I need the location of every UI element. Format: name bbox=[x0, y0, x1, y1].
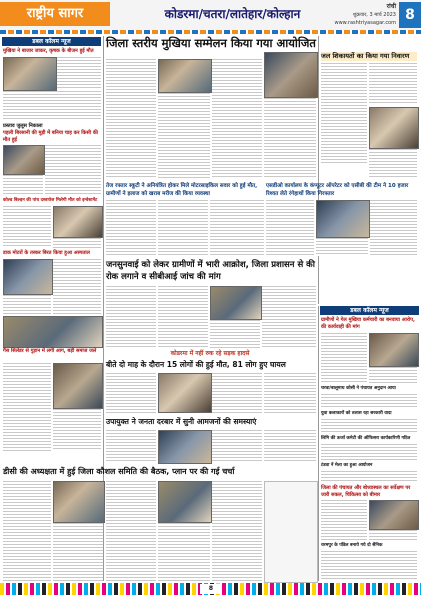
dc-photo-1 bbox=[53, 481, 105, 523]
right-story-6-photo bbox=[369, 500, 419, 530]
left-story-2-headline: प्रस्ताव जुलूस निकाला bbox=[3, 123, 43, 129]
main-photo-1 bbox=[158, 59, 212, 93]
dc-text-3 bbox=[106, 481, 156, 581]
jan-text-4 bbox=[210, 320, 260, 348]
left-story-5-photo bbox=[3, 316, 103, 348]
upayukt-text-2 bbox=[212, 430, 262, 462]
road-text-3 bbox=[264, 373, 316, 413]
main-text-col-4 bbox=[264, 98, 316, 179]
right-story-1-body bbox=[369, 367, 417, 383]
left-story-4-headline: डाक मोटरों के तस्कर बिरत किया हुआ अस्पताल bbox=[3, 250, 90, 256]
left-story-4-text bbox=[53, 259, 101, 314]
right-story-1-headline: ग्रामीणों ने गेल मुखिया कर्मचारी का बनवाया आरोप, की कार्यवाही की मांग bbox=[321, 317, 415, 330]
newspaper-logo: राष्ट्रीय सागर bbox=[0, 2, 110, 26]
region-title: कोडरमा/चतरा/लातेहार/कोल्हान bbox=[164, 7, 301, 21]
ph-text-col-3 bbox=[369, 149, 417, 179]
left-story-5-photo-2 bbox=[53, 363, 103, 409]
ph-text-col-2 bbox=[369, 63, 417, 105]
left-story-1-headline: मुखिया ने बाजार जाकर, कृषक के बीजन हुई मौत bbox=[3, 48, 94, 54]
column-divider bbox=[318, 306, 319, 581]
left-story-2-text bbox=[45, 145, 101, 195]
ph-photo bbox=[369, 107, 419, 149]
mid-left-text-2 bbox=[158, 200, 208, 256]
main-text-col-1 bbox=[106, 59, 156, 179]
left-story-3-body bbox=[53, 238, 101, 248]
road-subhead: कोडरमा में नहीं रुक रहे सड़क हादसे bbox=[170, 350, 250, 357]
right-story-4-headline: लिमि की ऊर्जा कमेटी की ऑफिसरा कार्यकारिणी गठित bbox=[321, 436, 411, 441]
left-story-2-body bbox=[3, 175, 43, 195]
right-story-1-photo bbox=[369, 333, 419, 367]
dc-text-1 bbox=[3, 481, 51, 581]
jan-headline: जनसुनवाई को लेकर ग्रामीणों में भारी आक्रोश, जिला प्रशासन से की रोक लगाने व सीबीआई जांच की मांग bbox=[106, 260, 315, 282]
left-story-4-body bbox=[3, 295, 51, 314]
right-story-2-headline: चरवा/बालूमाथ कोसी ने पंचायत अनुदान आया bbox=[321, 386, 396, 391]
right-story-2-text bbox=[321, 394, 417, 408]
mid-left-text-3 bbox=[210, 200, 264, 256]
left-story-1-text bbox=[57, 57, 101, 89]
mid-right-text-1 bbox=[266, 200, 314, 256]
mid-left-text-1 bbox=[106, 200, 156, 256]
dateline bbox=[330, 3, 396, 27]
masthead-rule bbox=[0, 30, 421, 34]
left-story-3-headline: कोल्ड बिल्ड़न की पांच दस्तावेज मिलेगी मौत को इन्वेस्टमेंट bbox=[3, 198, 98, 203]
main-headline: जिला स्तरीय मुखिया सम्मेलन किया गया आयोजित bbox=[106, 36, 316, 50]
right-story-1-text bbox=[321, 333, 367, 383]
city-label: रांची bbox=[386, 3, 396, 10]
right-story-7-headline: धरमपुर के पंडिल बनाये गये दो सैनिक bbox=[321, 543, 383, 548]
ph-text-col-1 bbox=[321, 63, 367, 163]
dc-headline: डीसी की अध्यक्षता में हुई जिला कौशल समिति की बैठक, प्लान पर की गई चर्चा bbox=[3, 467, 235, 476]
dc-text-4 bbox=[158, 523, 210, 581]
mid-left-headline: तेज रफ्तार स्कूटी ने अनियंत्रित होकर मिले मोटरसाइकिल सवार को हुई मौत, ग्रामीणों ने इलाज को खराब मरीज की किया व्यवस्था bbox=[106, 183, 258, 197]
right-story-7-text bbox=[321, 551, 417, 581]
road-photo bbox=[158, 373, 212, 413]
jan-text-1 bbox=[106, 286, 156, 348]
upayukt-headline: उपायुक्त ने जनता दरबार में सुनी आमजनों की समस्याएं bbox=[106, 417, 257, 426]
left-story-5-headline: गैस सिलेंडर से गुड़ान में लगी आग, बड़ी समाज जले bbox=[3, 348, 97, 354]
page-number-badge: 8 bbox=[399, 2, 421, 28]
road-text-1 bbox=[106, 373, 156, 413]
left-story-1-body bbox=[3, 91, 101, 121]
column-divider bbox=[318, 36, 319, 304]
right-story-3-headline: युवा कलाकारों को तलाश रहा सरकारी वादा bbox=[321, 411, 392, 416]
right-story-5-text bbox=[321, 471, 417, 483]
footer-page-number: 8 bbox=[200, 584, 222, 594]
main-text-col-2 bbox=[158, 93, 210, 179]
left-story-2-subhead: पहली बिरसानी की मुड़ी में बनिया चाह कर किसी की मौत हुई bbox=[3, 130, 98, 143]
upayukt-photo bbox=[158, 430, 212, 464]
jan-text-3 bbox=[262, 286, 316, 348]
road-headline: बीते दो माह के दौरान 15 लोगों की हुई मौत, 81 लोग हुए घायल bbox=[106, 360, 286, 369]
mid-right-text-3 bbox=[316, 238, 368, 256]
web-address: www.rashtriyasagar.com bbox=[334, 20, 396, 26]
upayukt-text-3 bbox=[264, 430, 316, 462]
right-story-5-headline: टंडवा नें मेला का हुआ आयोजन bbox=[321, 463, 373, 468]
right-story-6-text bbox=[321, 500, 367, 540]
left-story-3-photo bbox=[53, 206, 103, 238]
section-band-left: डबल कॉलम न्यूज bbox=[2, 37, 101, 46]
mid-right-photo bbox=[316, 200, 370, 238]
right-story-6-body bbox=[369, 530, 417, 540]
main-text-col-3 bbox=[212, 59, 262, 179]
dc-photo-2 bbox=[158, 481, 212, 523]
jan-text-2 bbox=[158, 286, 208, 348]
left-story-1-photo bbox=[3, 57, 57, 91]
left-story-5-text bbox=[3, 363, 51, 451]
right-story-4-text bbox=[321, 444, 417, 460]
jan-photo bbox=[210, 286, 262, 320]
left-story-5-body bbox=[53, 409, 101, 451]
right-story-3-text bbox=[321, 419, 417, 433]
section-band-right: डबल कॉलम न्यूज bbox=[320, 306, 419, 315]
left-story-3-text bbox=[3, 206, 51, 248]
mid-right-headline: एसडीओ कार्यालय के कंप्यूटर ऑपरेटर को एसीबी की टीम ने 10 हजार रिश्वत लेते रंगेहाथों किया गिरफ्तार bbox=[266, 183, 409, 197]
main-byline bbox=[106, 52, 186, 58]
left-story-2-photo bbox=[3, 145, 45, 175]
mid-right-text-2 bbox=[370, 200, 417, 256]
main-photo-2 bbox=[264, 52, 318, 98]
road-text-2 bbox=[212, 373, 262, 413]
right-story-6-headline: जिला की पंचायत और बोध्यास्थल का सर्वेक्षण पर जारी सकल, चिकित्सा को बीमार bbox=[321, 485, 411, 498]
dc-text-2 bbox=[53, 523, 103, 581]
upayukt-text-1 bbox=[106, 430, 156, 462]
advertisement-box bbox=[264, 481, 318, 583]
ph-headline: जल शिकायतों का किया गया निवारण bbox=[321, 52, 417, 61]
dc-text-5 bbox=[212, 481, 262, 581]
date-label: शुक्रवार, 3 मार्च 2023 bbox=[352, 12, 396, 18]
left-story-4-photo bbox=[3, 259, 53, 295]
